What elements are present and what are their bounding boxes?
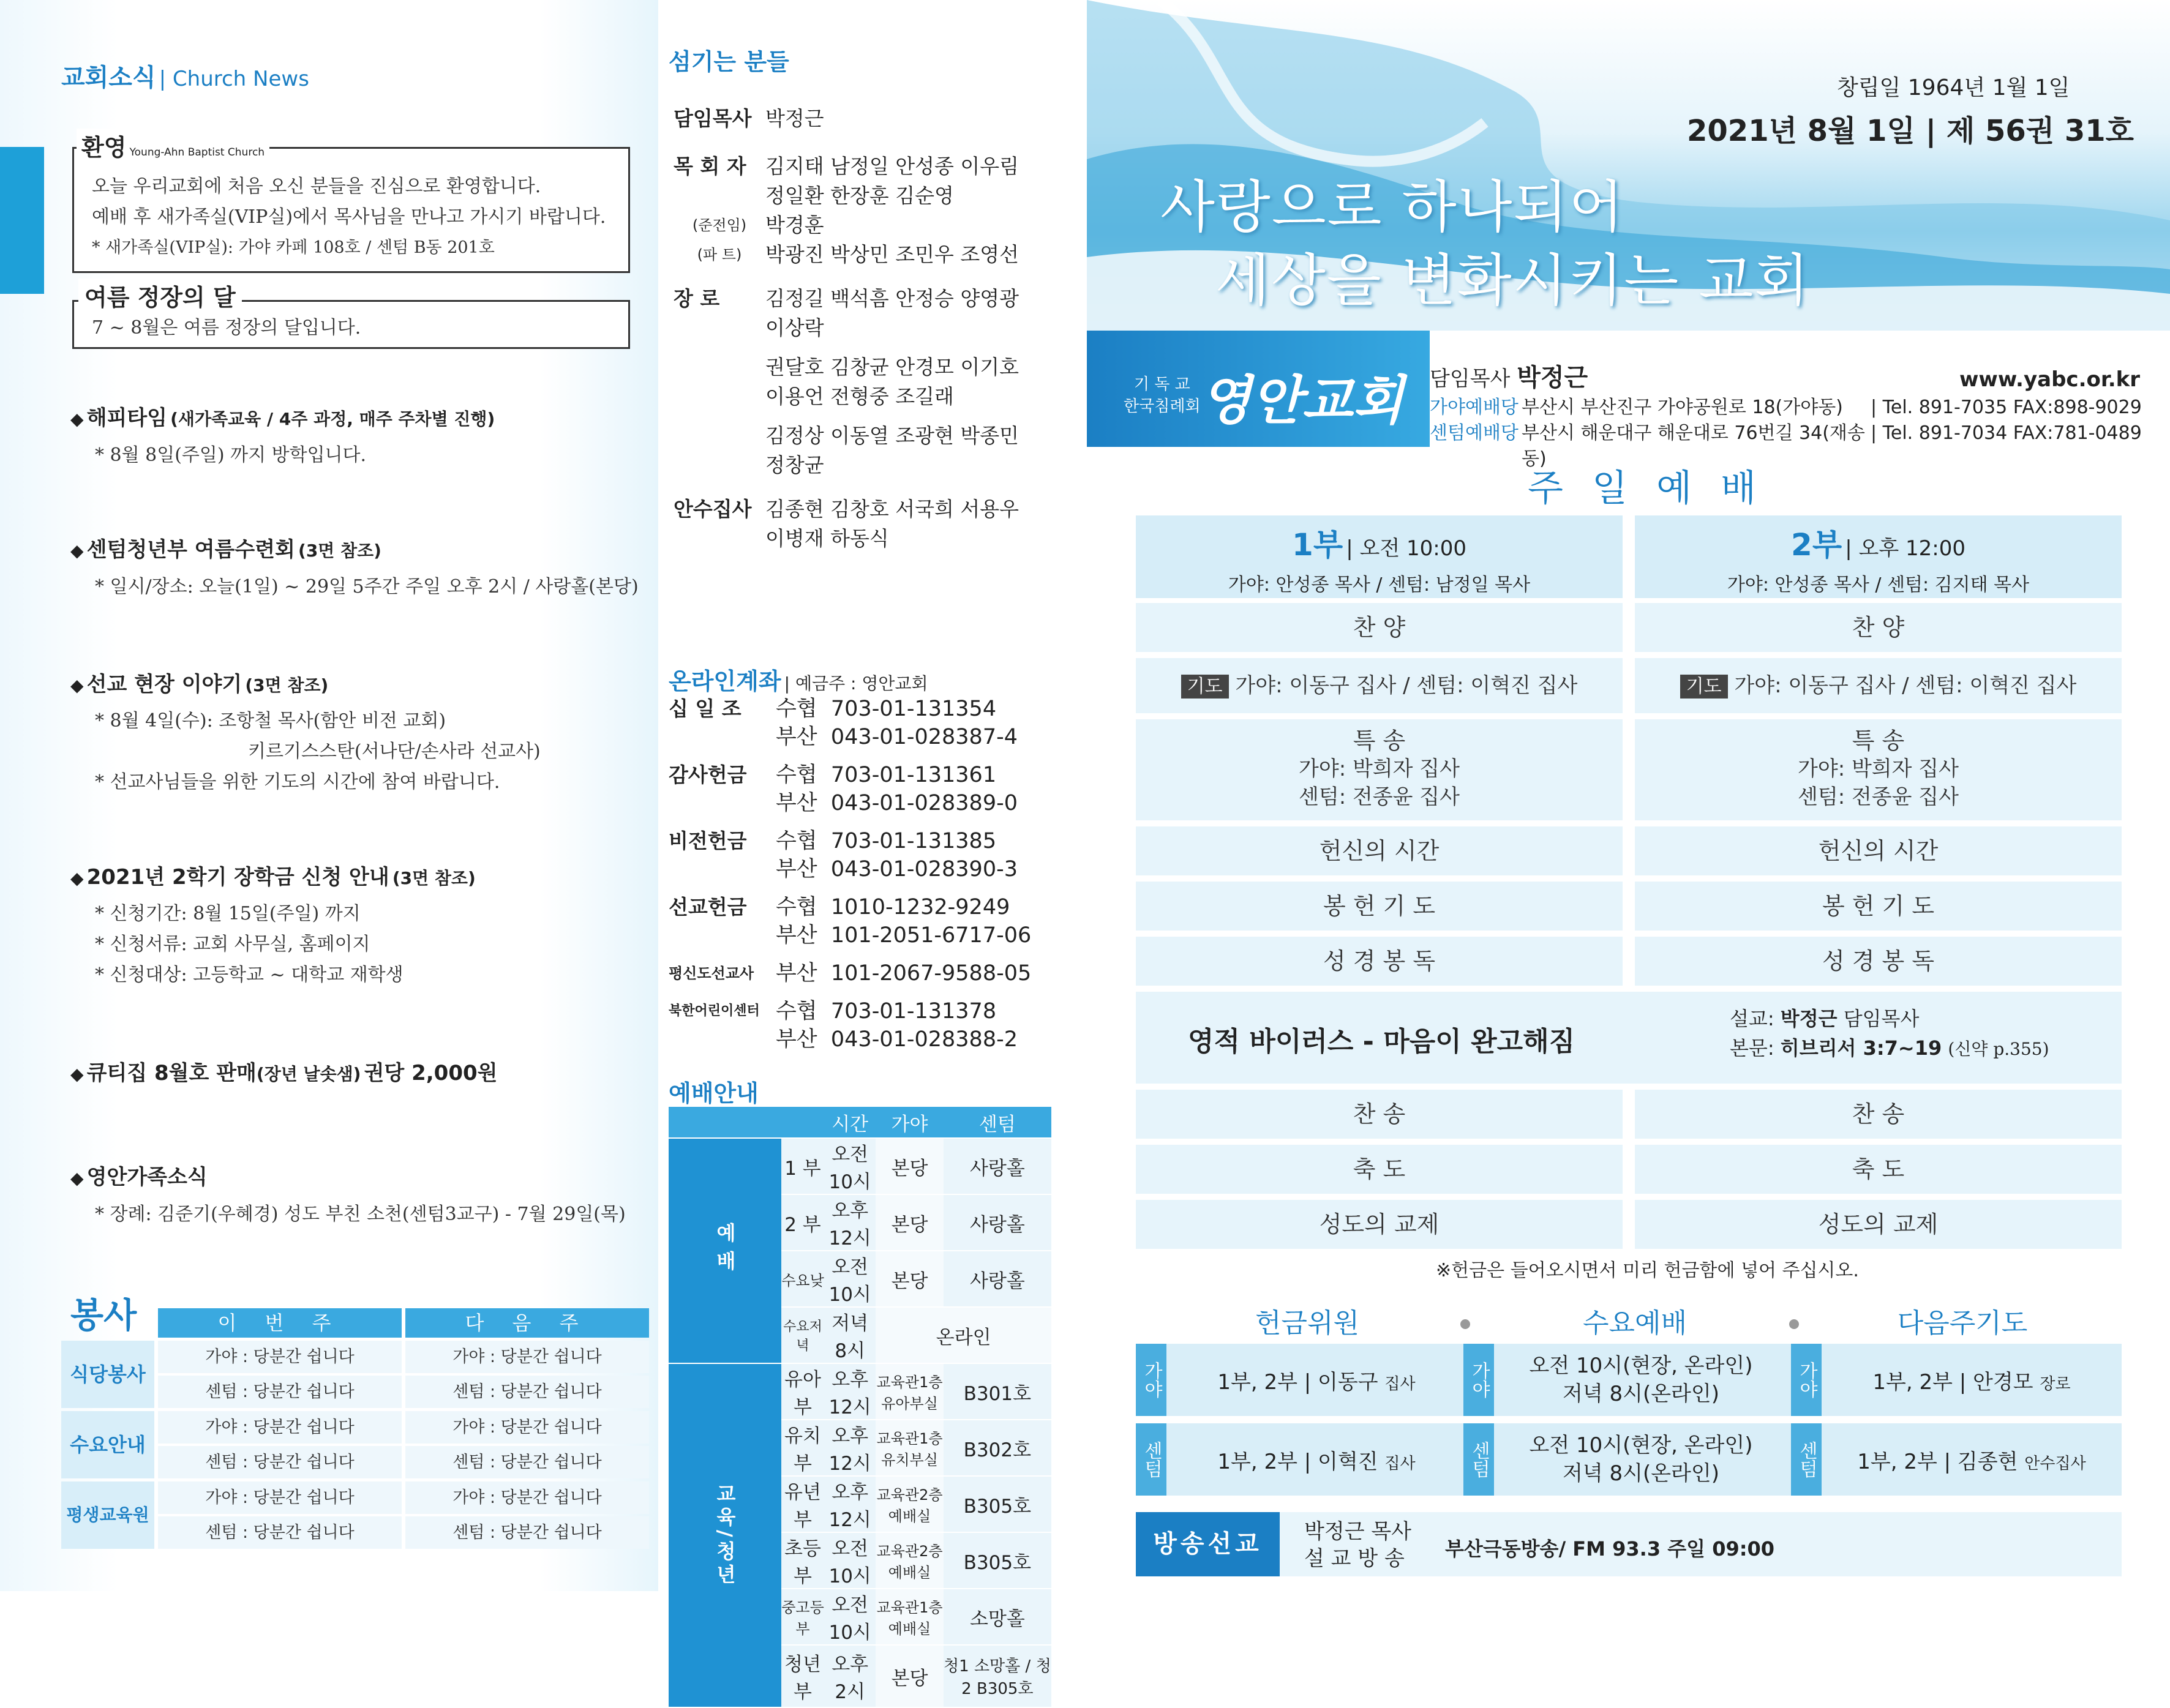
info-line: 저녁 8시(온라인) [1562,1382,1720,1406]
staff-name-line: 이용언 전형중 조길래 [765,384,954,408]
staff-names [765,353,1019,411]
gaya-tag: 가야 [1463,1344,1494,1416]
item-title: 영안가족소식 [86,1165,208,1189]
info-name: 1부, 2부 | 김종현 [1857,1450,2018,1474]
worship-cell: 유치부 [781,1420,824,1476]
sermon-title: 영적 바이러스 - 마음이 완고해짐 [1188,1026,1575,1057]
service-1-leaders: 가야: 안성종 목사 / 센텀: 남정일 목사 [1228,574,1531,596]
serving-cell: 가야 : 당분간 쉽니다 [158,1411,402,1444]
info-line: 오전 10시(현장, 온라인) [1529,1433,1753,1458]
hero-line-2: 세상을 변화시키는 교회 [1215,248,1811,313]
account-row [669,893,1031,950]
account-label: 평신도선교사 [669,965,754,982]
gaya-tag: 가야 [1136,1344,1166,1416]
wednesday-gaya [1500,1352,1782,1408]
serving-title: 봉사 [70,1296,137,1336]
worship-cell: 교육관2층 예배실 [876,1476,943,1532]
news-item-qt: ◆ 큐티집 8월호 판매(장년 날솟샘) 권당 2,000원 [70,1061,498,1085]
sermon-text-page: (신약 p.355) [1948,1039,2049,1059]
founding-date: 창립일 1964년 1월 1일 [1837,75,2070,100]
special-song-singer: 센텀: 전종윤 집사 [1299,785,1460,809]
online-account-depositor: | 예금주 : 영안교회 [784,673,928,694]
item-price: 권당 2,000원 [364,1061,498,1085]
worship-cell: 본당 [876,1251,943,1307]
centum-tag: 센텀 [1791,1423,1822,1496]
account-values [776,827,1018,883]
worship-cell: 오후 12시 [824,1194,876,1251]
service-1-title [1136,520,1623,596]
church-news-heading: 교회소식 [61,64,156,92]
staff-row [674,240,1019,269]
staff-names: 박광진 박상민 조민우 조영선 [765,242,1019,266]
church-name-logo: 영안교회 [1200,370,1404,432]
item-note: * 신청기간: 8월 15일(주일) 까지 [95,903,361,924]
staff-row [674,211,1019,240]
account-number[interactable]: 703-01-131354 [830,697,997,721]
denomination-line: 기 독 교 [1133,375,1190,394]
item-notes [95,706,541,798]
order-special-song [1635,719,2122,820]
sermon-preacher-role: 담임목사 [1843,1007,1920,1030]
worship-cell: 사랑홀 [944,1194,1051,1251]
worship-cell: 오전 10시 [824,1532,876,1589]
broadcast-who [1304,1518,1411,1572]
serving-cell: 가야 : 당분간 쉽니다 [405,1411,649,1444]
item-sub: (3면 참조) [392,868,476,888]
address-tel: | Tel. 891-7034 FAX:781-0489 [1871,422,2142,444]
worship-cell: 청년부 [781,1645,824,1707]
news-item-happytime: ◆ 해피타임 (새가족교육 / 4주 과정, 매주 주차별 진행) * 8월 8일(주일) 까지 방학입니다. [70,406,495,466]
account-label: 십 일 조 [669,697,741,721]
bank-name: 부산 [776,791,817,815]
worship-cell: 2 부 [781,1194,824,1251]
service-2-leaders: 가야: 안성종 목사 / 센텀: 김지태 목사 [1727,574,2030,596]
worship-info-title: 예배안내 [669,1080,759,1107]
item-note: * 선교사님들을 위한 기도의 시간에 참여 바랍니다. [95,771,500,793]
item-note: * 신청서류: 교회 사무실, 홈페이지 [95,934,370,955]
dot-separator [1460,1319,1470,1329]
staff-name-line: 김지태 남정일 안성종 이우림 [765,154,1019,178]
worship-cell: B305호 [944,1532,1051,1589]
pastor-label: 담임목사 [1430,367,1511,391]
worship-cell: 오전 10시 [824,1589,876,1645]
summer-title: 여름 정장의 달 [78,279,242,312]
bank-name: 부산 [776,1027,817,1052]
next-prayer-centum [1828,1445,2116,1475]
online-account-title: 온라인계좌 [669,668,781,695]
order-hymn: 찬 송 [1635,1090,2122,1139]
special-song-title: 특 송 [1852,727,1905,754]
worship-row [669,1363,1051,1420]
item-notes [95,899,476,991]
info-role: 장로 [2040,1375,2071,1393]
order-scripture: 성 경 봉 독 [1136,937,1623,986]
order-scripture: 성 경 봉 독 [1635,937,2122,986]
bank-name: 수협 [776,999,817,1024]
website-link[interactable]: www.yabc.or.kr [1959,367,2141,392]
account-row [669,827,1031,883]
staff-row [674,495,1019,553]
news-item-family: ◆ 영안가족소식 * 장례: 김준기(우혜경) 성도 부친 소천(센텀3교구) - 7월 29일(목) [70,1165,626,1225]
hero-line-1: 사랑으로 하나되어 [1160,174,1625,240]
account-values [776,997,1018,1054]
address-label: 가야예배당 [1430,397,1519,418]
serving-header-this-week: 이 번 주 [158,1308,402,1338]
account-number[interactable]: 101-2067-9588-05 [830,961,1032,986]
serving-cell: 센텀 : 당분간 쉽니다 [405,1376,649,1408]
worship-header: 센텀 [944,1107,1051,1138]
staff-label: (파 트) [697,246,742,263]
online-account-header [669,662,928,696]
worship-cell: 오후 12시 [824,1363,876,1420]
account-number[interactable]: 043-01-028388-2 [830,1027,1018,1052]
offering-committee-centum [1176,1445,1457,1475]
account-number[interactable]: 1010-1232-9249 [830,895,1010,920]
serving-cell: 가야 : 당분간 쉽니다 [158,1341,402,1373]
account-row [669,997,1031,1054]
address-text: 부산시 해운대구 해운대로 76번길 34(재송동) [1522,422,1865,470]
service-2-part: 2부 [1791,527,1842,563]
serving-cell: 센텀 : 당분간 쉽니다 [158,1376,402,1408]
bank-name: 부산 [776,923,817,948]
staff-label: 목 회 자 [674,154,746,178]
address-text: 부산시 부산진구 가야공원로 18(가야동) [1522,397,1843,418]
denomination-line: 한국침례회 [1124,397,1201,416]
staff-name-line: 정창균 [765,453,824,477]
broadcast-preacher: 박정근 목사 [1304,1519,1412,1544]
servers-title: 섬기는 분들 [669,48,789,75]
info-name: 1부, 2부 | 이동구 [1217,1370,1378,1395]
worship-cell: 초등부 [781,1532,824,1589]
item-note: * 일시/장소: 오늘(1일) ~ 29일 5주간 주일 오후 2시 / 사랑홀(본당) [95,576,639,597]
worship-cell: 오후 12시 [824,1420,876,1476]
account-row [669,959,1031,987]
worship-cell: 오후 12시 [824,1476,876,1532]
order-prayer [1635,658,2122,713]
issue-date: 2021년 8월 1일 | 제 56권 31호 [1687,114,2134,148]
staff-label: 담임목사 [674,107,752,130]
bank-name: 부산 [776,857,817,882]
sunday-service-title: 주 일 예 배 [1528,467,1765,510]
item-note: * 8월 8일(주일) 까지 방학입니다. [95,444,367,466]
special-song-singer: 가야: 박희자 집사 [1299,757,1460,781]
worship-cell: 오후 2시 [824,1645,876,1707]
prayer-leaders: 가야: 이동구 집사 / 센텀: 이혁진 집사 [1235,673,1578,698]
worship-cell: 본당 [876,1138,943,1194]
address-label: 센텀예배당 [1430,422,1519,444]
address-tel: | Tel. 891-7035 FAX:898-9029 [1871,397,2142,418]
prayer-tag: 기도 [1181,675,1229,699]
staff-name-line: 김정길 백석흠 안정승 양영광 [765,287,1019,310]
staff-label: 장 로 [674,287,720,310]
address-row [1430,395,2142,421]
news-item-scholarship: ◆ 2021년 2학기 장학금 신청 안내 (3면 참조) * 신청기간: 8월 15일(주일) 까지 * 신청서류: 교회 사무실, 홈페이지 * 신청대상: 고등학교 ~ 대학교 재학생 [70,860,476,991]
special-song-singer: 센텀: 전종윤 집사 [1798,785,1959,809]
offering-committee-title: 헌금위원 [1255,1308,1359,1339]
staff-name-line: 이병재 하동식 [765,526,889,550]
worship-cell: 청1 소망홀 / 청2 B305호 [944,1645,1051,1707]
info-line: 저녁 8시(온라인) [1562,1461,1720,1486]
sermon-text-label: 본문: [1730,1036,1774,1060]
serving-cell: 가야 : 당분간 쉽니다 [405,1341,649,1373]
account-label: 비전헌금 [669,829,747,853]
bank-name: 수협 [776,697,817,721]
info-name: 1부, 2부 | 이혁진 [1217,1450,1378,1474]
order-devotion: 헌신의 시간 [1635,826,2122,875]
worship-cell: 1 부 [781,1138,824,1194]
staff-row [674,152,1019,211]
item-note: * 장례: 김준기(우혜경) 성도 부친 소천(센텀3교구) - 7월 29일(목) [95,1204,626,1225]
info-role: 집사 [1384,1375,1416,1393]
worship-header: 시간 [824,1107,876,1138]
item-title: 2021년 2학기 장학금 신청 안내 [86,865,389,890]
welcome-title [77,129,269,162]
staff-name-line: 권달호 김창균 안경모 이기호 [765,355,1019,379]
item-note: * 신청대상: 고등학교 ~ 대학교 재학생 [95,964,404,986]
service-1-time: | 오전 10:00 [1346,536,1466,561]
info-role: 안수집사 [2024,1455,2086,1473]
account-label: 선교헌금 [669,895,747,919]
next-prayer-title: 다음주기도 [1897,1308,2028,1339]
offering-note: ※헌금은 들어오시면서 미리 헌금함에 넣어 주십시오. [1436,1260,1859,1281]
serving-row-education: 평생교육원 [61,1481,154,1549]
worship-cell: B305호 [944,1476,1051,1532]
serving-cell: 센텀 : 당분간 쉽니다 [158,1446,402,1478]
worship-info-table [669,1107,1051,1708]
broadcast-label: 방송선교 [1136,1512,1280,1576]
service-2-time: | 오후 12:00 [1845,536,1965,561]
worship-cell: 저녁 8시 [824,1307,876,1363]
item-sub: (3면 참조) [298,541,381,561]
worship-cell: 중고등부 [781,1589,824,1645]
info-name: 1부, 2부 | 안경모 [1872,1370,2033,1395]
serving-cell: 센텀 : 당분간 쉽니다 [405,1446,649,1478]
worship-cell: 소망홀 [944,1589,1051,1645]
staff-names: 박경훈 [765,213,824,237]
item-note: * 8월 4일(수): 조항철 목사(함안 비전 교회) [95,710,446,732]
staff-label: (준전임) [692,217,747,234]
worship-cell: 오전 10시 [824,1138,876,1194]
item-title: 센텀청년부 여름수련회 [86,537,295,562]
worship-header-row [669,1107,1051,1138]
account-values [776,761,1018,817]
staff-names [765,284,1019,343]
welcome-subtitle: Young-Ahn Baptist Church [129,146,265,159]
welcome-line: 오늘 우리교회에 처음 오신 분들을 진심으로 환영합니다. [92,176,541,197]
staff-row [674,421,1019,480]
order-special-song [1136,719,1623,820]
serving-header-next-week: 다 음 주 [405,1308,649,1338]
sermon-text-line [1730,1033,2049,1064]
sermon-preacher-label: 설교: [1730,1007,1774,1030]
staff-names [765,421,1019,480]
serving-cell: 가야 : 당분간 쉽니다 [405,1481,649,1514]
staff-row [674,284,1019,343]
account-list [669,695,1031,1054]
order-fellowship: 성도의 교제 [1635,1200,2122,1249]
welcome-line: 예배 후 새가족실(VIP실)에서 목사님을 만나고 가시기 바랍니다. [92,206,606,228]
broadcast-info: 부산극동방송/ FM 93.3 주일 09:00 [1445,1537,1775,1560]
worship-group-label: 예배 [669,1138,781,1363]
account-label: 북한어린이센터 [669,1003,760,1019]
order-hymn: 찬 송 [1136,1090,1623,1139]
staff-list [674,104,1019,553]
item-title: 해피타임 [86,406,168,430]
worship-cell: 유아부 [781,1363,824,1420]
bank-name: 수협 [776,895,817,920]
account-number[interactable]: 043-01-028389-0 [830,791,1018,815]
staff-names: 박정근 [765,107,824,130]
serving-cell: 센텀 : 당분간 쉽니다 [158,1516,402,1549]
bank-name: 수협 [776,829,817,853]
worship-cell: 수요낮 [781,1251,824,1307]
account-number[interactable]: 703-01-131385 [830,829,997,853]
account-row [669,695,1031,751]
dot-separator [1789,1319,1799,1329]
broadcast-program: 설 교 방 송 [1304,1546,1405,1571]
worship-cell: B301호 [944,1363,1051,1420]
left-accent-tab [0,147,44,294]
pastor-name: 박정근 [1517,364,1588,392]
order-fellowship: 성도의 교제 [1136,1200,1623,1249]
account-number[interactable]: 043-01-028387-4 [830,725,1018,749]
item-sub: (장년 날솟샘) [256,1064,361,1084]
summer-text: 7 ~ 8월은 여름 정장의 달입니다. [92,317,361,339]
order-praise: 찬 양 [1136,603,1623,652]
worship-cell: 교육관1층 예배실 [876,1589,943,1645]
worship-cell: 교육관2층 예배실 [876,1532,943,1589]
order-offering-prayer: 봉 헌 기 도 [1136,882,1623,931]
worship-cell: 본당 [876,1194,943,1251]
account-values [776,695,1018,751]
offering-committee-gaya [1176,1365,1457,1395]
item-title: 큐티집 8월호 판매 [86,1061,257,1085]
prayer-tag: 기도 [1680,675,1728,699]
service-1-part: 1부 [1292,527,1343,563]
church-denomination [1124,373,1201,418]
bank-name: 부산 [776,961,817,986]
staff-name-line: 정일환 한장훈 김순영 [765,184,954,208]
staff-names [765,495,1019,553]
staff-row [674,104,1019,133]
service-2-title [1635,520,2122,596]
news-item-retreat: ◆ 센텀청년부 여름수련회 (3면 참조) * 일시/장소: 오늘(1일) ~ 29일 5주간 주일 오후 2시 / 사랑홀(본당) [70,537,639,597]
account-number[interactable]: 703-01-131361 [830,763,997,787]
worship-cell: 본당 [876,1645,943,1707]
order-benediction: 축 도 [1136,1145,1623,1194]
worship-header: 가야 [876,1107,943,1138]
wednesday-service-title: 수요예배 [1582,1308,1687,1339]
staff-name-line: 이상락 [765,316,824,340]
staff-names [765,152,1019,211]
sermon-preacher-line [1730,1004,2049,1033]
sermon-text: 히브리서 3:7~19 [1780,1036,1942,1060]
centum-tag: 센텀 [1463,1423,1494,1496]
bank-name: 수협 [776,763,817,787]
staff-row [674,353,1019,411]
worship-cell: 사랑홀 [944,1138,1051,1194]
order-benediction: 축 도 [1635,1145,2122,1194]
wednesday-centum [1500,1431,1782,1488]
church-news-title [61,58,309,93]
order-prayer [1136,658,1623,713]
item-title: 선교 현장 이야기 [86,672,242,697]
order-offering-prayer: 봉 헌 기 도 [1635,882,2122,931]
special-song-title: 특 송 [1353,727,1406,754]
sermon-preacher: 박정근 [1780,1007,1838,1030]
order-devotion: 헌신의 시간 [1136,826,1623,875]
worship-cell: 온라인 [876,1307,1051,1363]
welcome-text [92,171,606,263]
worship-cell: 교육관1층 유아부실 [876,1363,943,1420]
worship-cell: 수요저녁 [781,1307,824,1363]
news-item-mission: ◆ 선교 현장 이야기 (3면 참조) * 8월 4일(수): 조항철 목사(함안 비전 교회) 키르기스스탄(서나단/손사라 선교사) * 선교사님들을 위한 기도의 시간에 참여 바랍니다. [70,667,541,798]
account-number[interactable]: 703-01-131378 [830,999,997,1024]
next-prayer-gaya [1828,1365,2116,1395]
info-line: 오전 10시(현장, 온라인) [1529,1354,1753,1378]
worship-group-label: 교육/청년 [669,1363,781,1707]
special-song-singer: 가야: 박희자 집사 [1798,757,1959,781]
account-number[interactable]: 101-2051-6717-06 [830,923,1032,948]
staff-name-line: 김종현 김창호 서국희 서용우 [765,497,1019,521]
prayer-leaders: 가야: 이동구 집사 / 센텀: 이혁진 집사 [1734,673,2077,698]
order-praise: 찬 양 [1635,603,2122,652]
account-values [776,893,1031,950]
item-sub: (새가족교육 / 4주 과정, 매주 주차별 진행) [170,409,495,429]
serving-row-kitchen: 식당봉사 [61,1341,154,1408]
staff-label: 안수집사 [674,497,752,521]
item-sub: (3면 참조) [245,675,329,695]
account-number[interactable]: 043-01-028390-3 [830,857,1018,882]
item-note: 키르기스스탄(서나단/손사라 선교사) [248,741,541,762]
account-row [669,761,1031,817]
account-values [776,959,1031,987]
serving-cell: 가야 : 당분간 쉽니다 [158,1481,402,1514]
worship-cell: 유년부 [781,1476,824,1532]
sermon-details [1730,1004,2049,1064]
centum-tag: 센텀 [1136,1423,1166,1496]
church-news-subheading: | Church News [159,67,309,91]
bank-name: 부산 [776,725,817,749]
worship-cell: B302호 [944,1420,1051,1476]
staff-name-line: 김정상 이동열 조광현 박종민 [765,424,1019,448]
info-role: 집사 [1384,1455,1416,1473]
worship-cell: 교육관1층 유치부실 [876,1420,943,1476]
worship-cell: 오전 10시 [824,1251,876,1307]
pastor-line [1430,358,1588,393]
serving-cell: 센텀 : 당분간 쉽니다 [405,1516,649,1549]
account-label: 감사헌금 [669,763,747,787]
serving-row-wednesday: 수요안내 [61,1411,154,1478]
worship-cell: 사랑홀 [944,1251,1051,1307]
worship-row [669,1138,1051,1194]
welcome-heading: 환영 [81,134,127,161]
welcome-line: * 새가족실(VIP실): 가야 카페 108호 / 센텀 B동 201호 [92,238,495,257]
gaya-tag: 가야 [1791,1344,1822,1416]
